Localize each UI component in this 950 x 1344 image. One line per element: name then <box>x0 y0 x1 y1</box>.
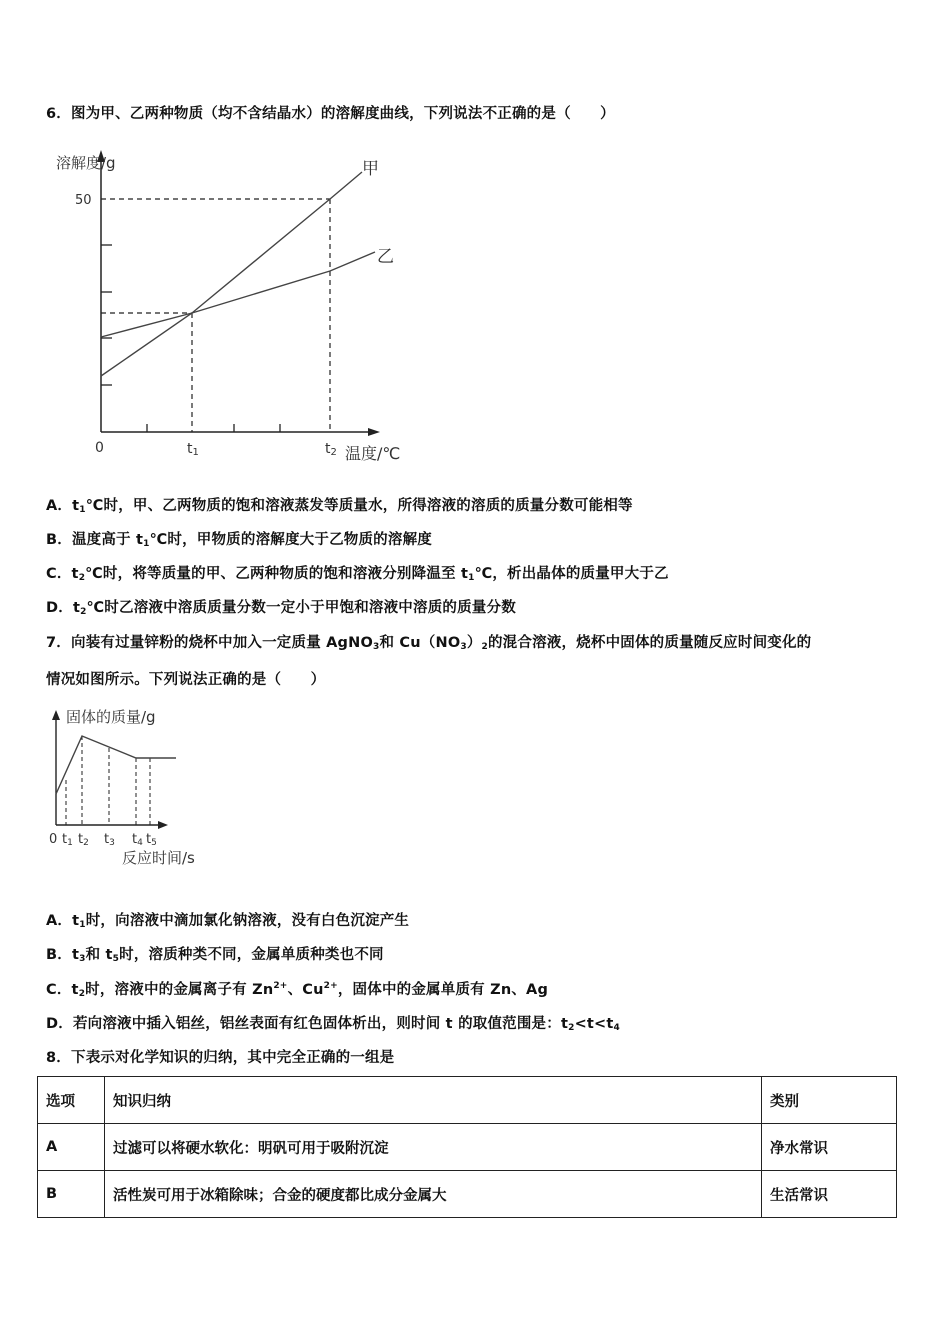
legend-jia: 甲 <box>362 159 379 179</box>
svg-text:t4: t4 <box>132 832 143 848</box>
q7-stem-line1: 7．向装有过量锌粉的烧杯中加入一定质量 AgNO$_3$和 $Cu(NO_3)_2$的混合溶液，烧杯中固体的质量随反应时间变化的 <box>46 635 812 652</box>
table-row: A 过滤可以将硬水软化：明矾可用于吸附沉淀 净水常识 <box>38 1124 897 1171</box>
svg-text:t1: t1 <box>62 832 73 848</box>
svg-text:t2: t2 <box>78 832 89 848</box>
x-axis-label: 温度/℃ <box>345 444 401 463</box>
solid-mass-chart <box>40 700 220 875</box>
q7-option-b: B．$t_3$和 $t_5$时，溶质种类不同，金属单质种类也不同 <box>46 947 384 964</box>
header-option: 选项 <box>38 1077 105 1124</box>
q7-stem-line2: 情况如图所示。下列说法正确的是（ ） <box>46 672 326 688</box>
q6-stem: 6．图为甲、乙两种物质（均不含结晶水）的溶解度曲线，下列说法不正确的是（ ） <box>46 106 615 122</box>
solubility-chart <box>40 140 420 470</box>
svg-text:0: 0 <box>49 832 58 847</box>
series-yi <box>101 252 375 337</box>
table-row: B 活性炭可用于冰箱除味；合金的硬度都比成分金属大 生活常识 <box>38 1171 897 1218</box>
svg-text:0: 0 <box>95 440 104 456</box>
svg-text:t5: t5 <box>146 832 157 848</box>
q6-option-b: B．温度高于 $t_1℃$时，甲物质的溶解度大于乙物质的溶解度 <box>46 532 432 549</box>
q6-option-a: A．$t_1℃$时，甲、乙两物质的饱和溶液蒸发等质量水，所得溶液的溶质的质量分数可能相等 <box>46 498 633 515</box>
series-solid-mass <box>56 736 176 794</box>
series-jia <box>101 172 362 376</box>
q8-stem: 8．下表示对化学知识的归纳，其中完全正确的一组是 <box>46 1050 395 1066</box>
header-category: 类别 <box>762 1077 897 1124</box>
q7-option-d: D．若向溶液中插入铝丝，铝丝表面有红色固体析出，则时间 t 的取值范围是：$t_2<t<t_4$ <box>46 1016 620 1033</box>
knowledge-table <box>37 1076 897 1218</box>
y-tick-50: 50 <box>75 193 92 208</box>
q7-option-c: C．$t_2$时，溶液中的金属离子有 $Zn^{2+}$、$Cu^{2+}$，固体中的金属单质有 Zn、Ag <box>46 981 549 999</box>
q7-option-a: A．$t_1$时，向溶液中滴加氯化钠溶液，没有白色沉淀产生 <box>46 913 410 930</box>
q6-option-c: C．$t_2℃$时，将等质量的甲、乙两种物质的饱和溶液分别降温至 $t_1℃$，析出晶体的质量甲大于乙 <box>46 566 669 583</box>
legend-yi: 乙 <box>377 247 394 267</box>
svg-text:t2: t2 <box>325 441 337 458</box>
y-axis-label: 固体的质量/g <box>66 708 156 726</box>
y-axis-label: 溶解度/g <box>56 154 116 172</box>
x-axis-label: 反应时间/s <box>122 849 195 867</box>
svg-text:t3: t3 <box>104 832 115 848</box>
q6-option-d: D．$t_2℃$时乙溶液中溶质质量分数一定小于甲饱和溶液中溶质的质量分数 <box>46 600 516 617</box>
table-header-row <box>38 1077 897 1124</box>
svg-text:t1: t1 <box>187 441 199 458</box>
header-knowledge: 知识归纳 <box>105 1077 762 1124</box>
